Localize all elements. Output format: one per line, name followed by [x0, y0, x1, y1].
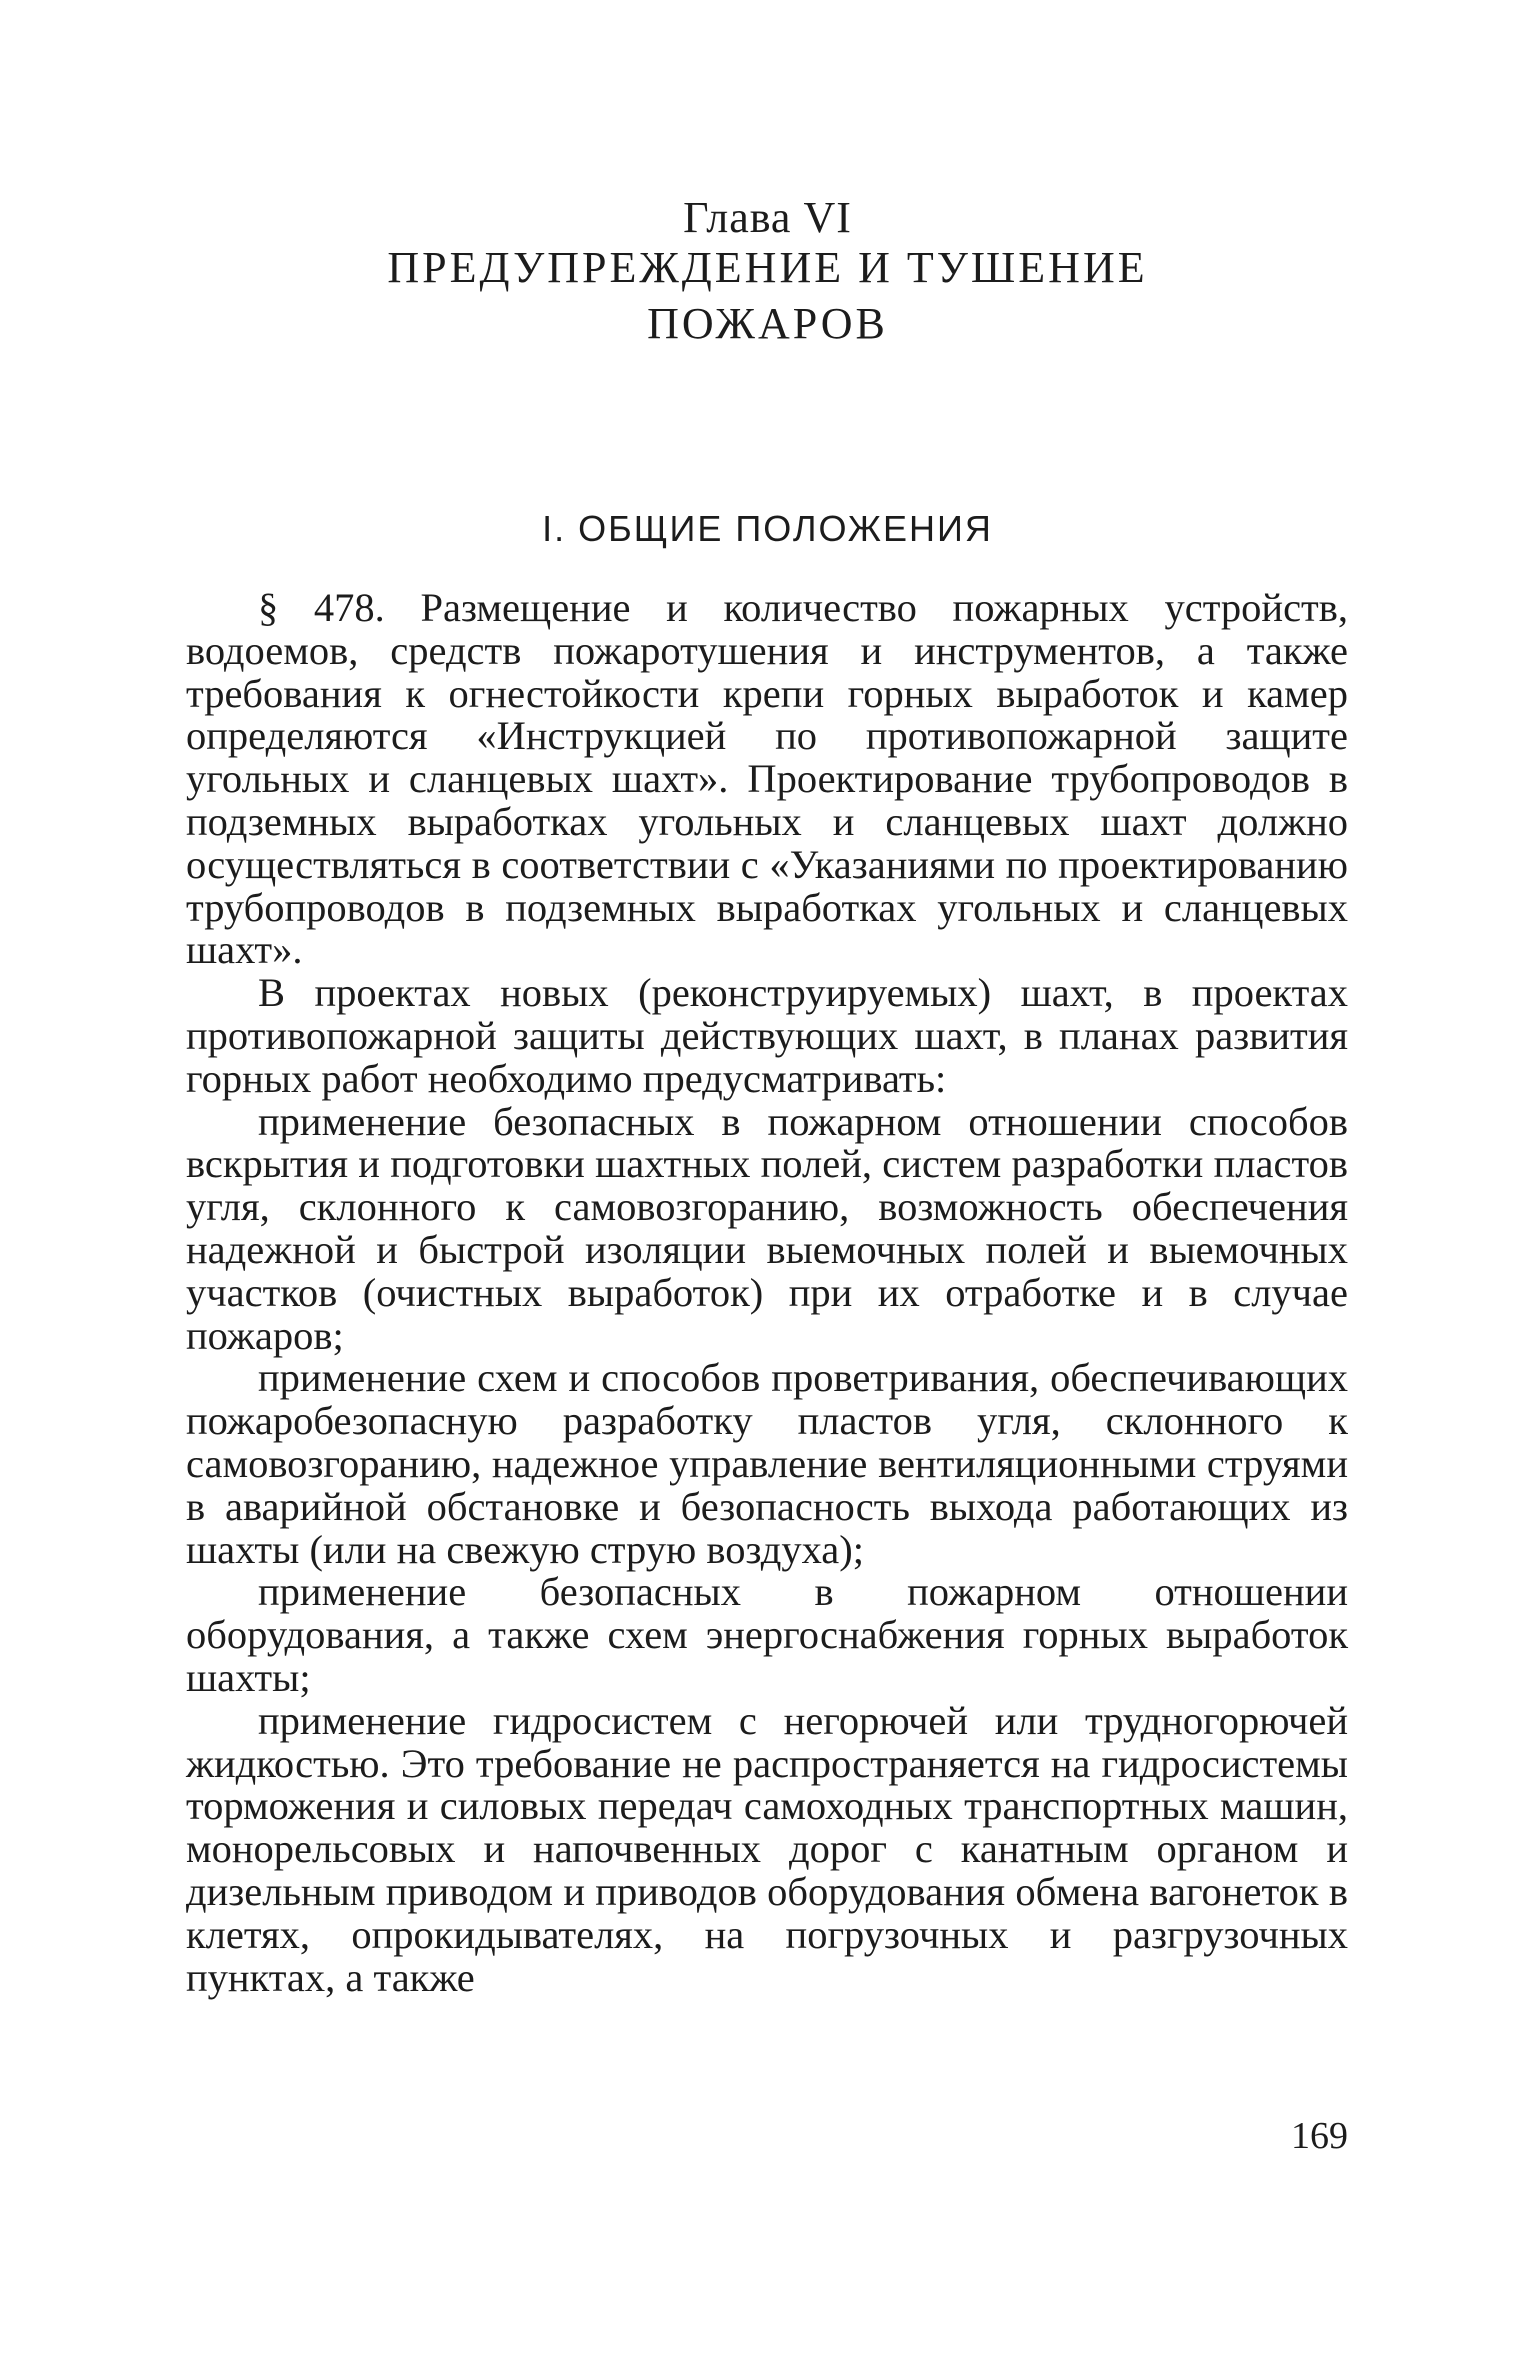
body-text	[186, 587, 1348, 1999]
list-item: применение безопасных в пожарном отношении способов вскрытия и подготовки шахтных полей, систем разработки пластов угля, склонного к самовозгоранию, возможность обеспечения надежной и быстрой изоляции выемочных полей и выемочных участков (очистных выработок) при их отработке и в случае пожаров;	[186, 1098, 1348, 1358]
chapter-label: Глава VI	[683, 193, 852, 242]
list-item: применение гидросистем с негорючей или трудногорючей жидкостью. Это требование не распространяется на гидросистемы торможения и силовых передач самоходных транспортных машин, монорельсовых и напочвенных дорог с канатным органом и дизельным приводом и приводов оборудования обмена вагонеток в клетях, опрокидывателях, на погрузочных и разгрузочных пунктах, а также	[186, 1697, 1348, 2000]
section-heading: I. ОБЩИЕ ПОЛОЖЕНИЯ	[542, 508, 993, 549]
chapter-title-line-2: ПОЖАРОВ	[647, 299, 888, 348]
list-item: применение схем и способов проветривания, обеспечивающих пожаробезопасную разработку пластов угля, склонного к самовозгоранию, надежное управление вентиляционными струями в аварийной обстановке и безопасность выхода работающих из шахты (или на свежую струю воздуха);	[186, 1355, 1348, 1572]
list-item: применение безопасных в пожарном отношении оборудования, а также схем энергоснабжения горных выработок шахты;	[186, 1569, 1348, 1700]
page-number: 169	[1291, 2115, 1348, 2157]
paragraph-projects: В проектах новых (реконструируемых) шахт, в проектах противопожарной защиты действующих шахт, в планах развития горных работ необходимо предусматривать:	[186, 970, 1348, 1101]
chapter-title-line-1: ПРЕДУПРЕЖДЕНИЕ И ТУШЕНИЕ	[387, 243, 1148, 292]
chapter-title	[0, 240, 1535, 352]
paragraph-478: § 478. Размещение и количество пожарных устройств, водоемов, средств пожаротушения и инструментов, а также требования к огнестойкости крепи горных выработок и камер определяются «Инструкцией по противопожарной защите угольных и сланцевых шахт». Проектирование трубопроводов в подземных выработках угольных и сланцевых шахт должно осуществляться в соответствии с «Указаниями по проектированию трубопроводов в подземных выработках угольных и сланцевых шахт».	[186, 585, 1348, 973]
